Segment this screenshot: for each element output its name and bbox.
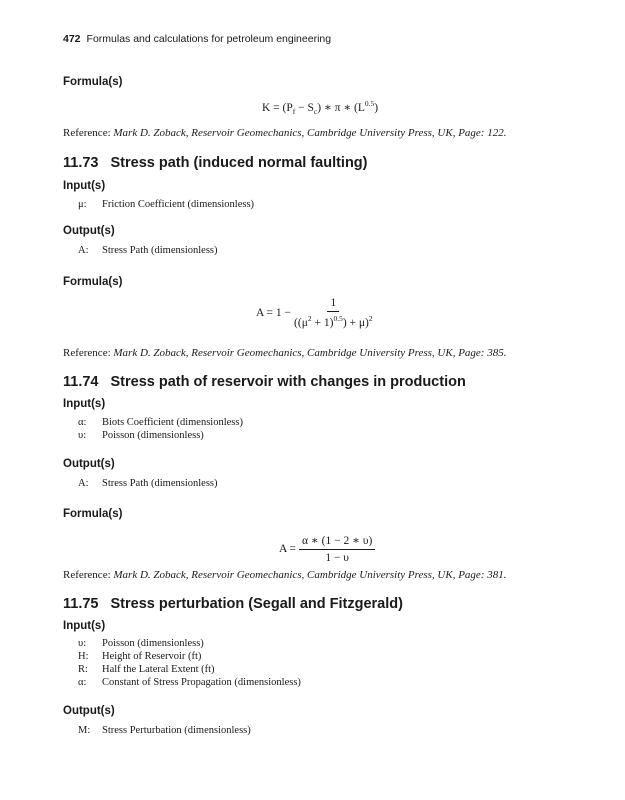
formula-heading: Formula(s) bbox=[63, 508, 123, 520]
formula-heading: Formula(s) bbox=[63, 276, 123, 288]
outputs-heading: Output(s) bbox=[63, 225, 115, 237]
output-row: A: Stress Path (dimensionless) bbox=[78, 478, 218, 489]
formula-stress-path: A = 1 − $\frac{1}{((\mu^2 + 1)^{0.5}) + \mu)^2}$ bbox=[256, 297, 373, 329]
section-heading-11-74: 11.74 Stress path of reservoir with changes in production bbox=[63, 374, 466, 390]
outputs-heading: Output(s) bbox=[63, 458, 115, 470]
formula-k: $K = (P_f - S_c)$ ∗ π ∗ $(L^{0.5})$ bbox=[262, 99, 379, 117]
reference: Reference: Mark D. Zoback, Reservoir Geomechanics, Cambridge University Press, UK, Page: 122. bbox=[63, 127, 507, 139]
output-row: M: Stress Perturbation (dimensionless) bbox=[78, 725, 251, 736]
running-head-title: Formulas and calculations for petroleum engineering bbox=[86, 33, 332, 45]
formula-stress-path-production: A = $\frac{\alpha ∗ (1 - 2 ∗ \upsilon)}{1 - \upsilon}$ bbox=[279, 533, 375, 564]
reference: Reference: Mark D. Zoback, Reservoir Geomechanics, Cambridge University Press, UK, Page: 381. bbox=[63, 569, 507, 581]
running-head bbox=[63, 33, 331, 45]
inputs-heading: Input(s) bbox=[63, 620, 106, 632]
section-heading-11-75: 11.75 Stress perturbation (Segall and Fitzgerald) bbox=[63, 596, 403, 612]
input-row: α: Biots Coefficient (dimensionless) bbox=[78, 417, 243, 428]
reference: Reference: Mark D. Zoback, Reservoir Geomechanics, Cambridge University Press, UK, Page: 385. bbox=[63, 347, 507, 359]
input-row: H: Height of Reservoir (ft) bbox=[78, 651, 202, 662]
inputs-heading: Input(s) bbox=[63, 398, 106, 410]
input-row: υ: Poisson (dimensionless) bbox=[78, 430, 204, 441]
inputs-heading: Input(s) bbox=[63, 180, 106, 192]
input-row: R: Half the Lateral Extent (ft) bbox=[78, 664, 215, 675]
section-heading-11-73: 11.73 Stress path (induced normal faulting) bbox=[63, 155, 368, 171]
formula-heading: Formula(s) bbox=[63, 76, 123, 88]
input-row: α: Constant of Stress Propagation (dimensionless) bbox=[78, 677, 301, 688]
input-row: υ: Poisson (dimensionless) bbox=[78, 638, 204, 649]
page-number: 472 bbox=[63, 33, 81, 45]
outputs-heading: Output(s) bbox=[63, 705, 115, 717]
input-row: μ: Friction Coefficient (dimensionless) bbox=[78, 199, 255, 210]
output-row: A: Stress Path (dimensionless) bbox=[78, 245, 218, 256]
